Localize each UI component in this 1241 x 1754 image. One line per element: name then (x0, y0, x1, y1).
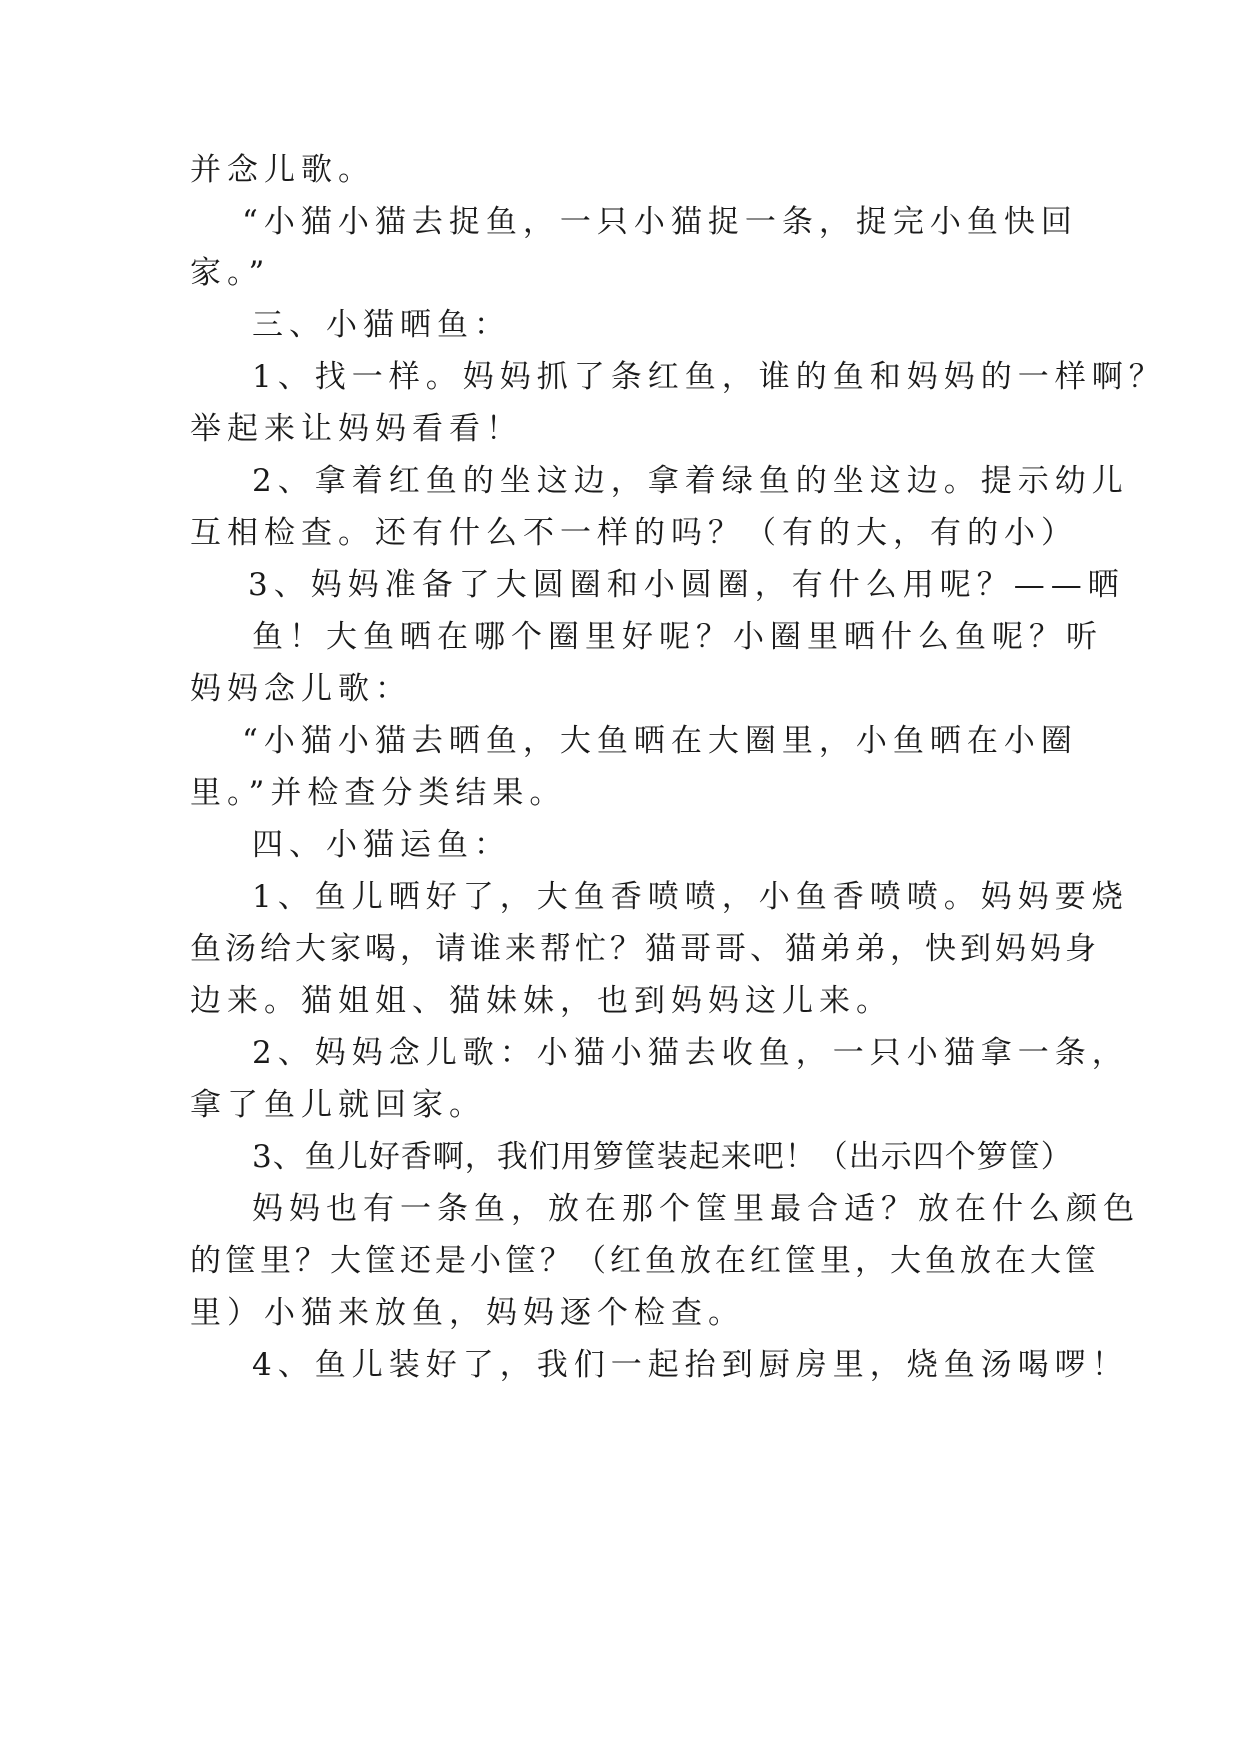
text-line: 互相检查。还有什么不一样的吗？（有的大，有的小） (190, 515, 1078, 551)
text-line: “小猫小猫去捉鱼，一只小猫捉一条，捉完小鱼快回 (242, 204, 1078, 240)
text-line: 里。”并检查分类结果。 (190, 775, 567, 811)
text-line: 里）小猫来放鱼，妈妈逐个检查。 (190, 1295, 745, 1331)
section-heading: 四、小猫运鱼： (252, 827, 511, 863)
text-line: 2、拿着红鱼的坐这边，拿着绿鱼的坐这边。提示幼儿 (252, 463, 1129, 499)
text-line: 的筐里？大筐还是小筐？（红鱼放在红筐里，大鱼放在大筐 (190, 1243, 1100, 1279)
text-line: 妈妈念儿歌： (190, 671, 412, 707)
text-line: 4、鱼儿装好了，我们一起抬到厨房里，烧鱼汤喝啰！ (252, 1347, 1129, 1383)
text-line: 鱼汤给大家喝，请谁来帮忙？猫哥哥、猫弟弟，快到妈妈身 (190, 931, 1100, 967)
section-heading: 三、小猫晒鱼： (252, 307, 511, 343)
text-line: 边来。猫姐姐、猫妹妹，也到妈妈这儿来。 (190, 983, 893, 1019)
text-line: 并念儿歌。 (190, 152, 375, 188)
text-line: 1、鱼儿晒好了，大鱼香喷喷，小鱼香喷喷。妈妈要烧 (252, 879, 1129, 915)
text-line: 家。” (190, 255, 271, 291)
text-line: 鱼！大鱼晒在哪个圈里好呢？小圈里晒什么鱼呢？听 (252, 619, 1103, 655)
text-line: 拿了鱼儿就回家。 (190, 1087, 486, 1123)
text-line: 妈妈也有一条鱼，放在那个筐里最合适？放在什么颜色 (252, 1191, 1140, 1227)
text-line: 1、找一样。妈妈抓了条红鱼，谁的鱼和妈妈的一样啊？ (252, 359, 1166, 395)
text-line: 3、妈妈准备了大圆圈和小圆圈，有什么用呢？——晒 (248, 567, 1125, 603)
text-line: 3、鱼儿好香啊，我们用箩筐装起来吧！（出示四个箩筐） (252, 1139, 1073, 1175)
text-line: “小猫小猫去晒鱼，大鱼晒在大圈里，小鱼晒在小圈 (242, 723, 1078, 759)
text-line: 举起来让妈妈看看！ (190, 411, 523, 447)
text-line: 2、妈妈念儿歌：小猫小猫去收鱼，一只小猫拿一条， (252, 1035, 1129, 1071)
